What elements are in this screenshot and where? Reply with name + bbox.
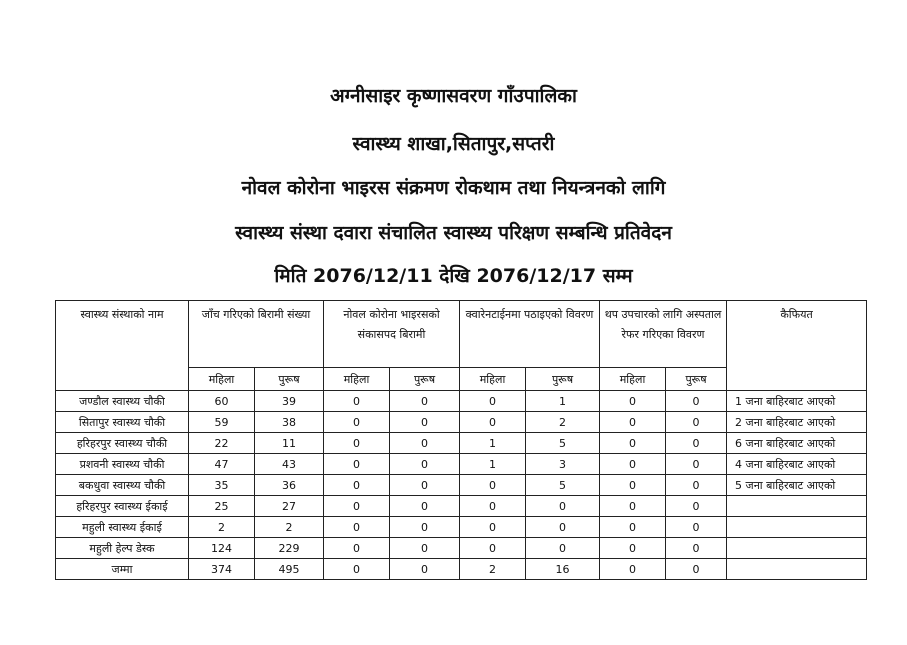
table-cell: 0: [526, 496, 600, 517]
remark-cell: 5 जना बाहिरबाट आएको: [727, 475, 867, 496]
table-row: [56, 475, 867, 496]
remarks-header: कैफियत: [727, 301, 867, 391]
suspected-corona-header: नोवल कोरोना भाइरसको संकासपद बिरामी: [324, 301, 460, 368]
section-title: स्वास्थ्य शाखा,सितापुर,सप्तरी: [352, 133, 555, 155]
table-cell: 0: [390, 454, 460, 475]
table-cell: 43: [255, 454, 324, 475]
table-row: [56, 517, 867, 538]
table-row: [56, 433, 867, 454]
table-cell: 5: [526, 475, 600, 496]
remark-cell: [727, 538, 867, 559]
table-cell: 0: [390, 538, 460, 559]
table-cell: 0: [600, 412, 666, 433]
institution-name: महुली स्वास्थ्य ईकाई: [56, 517, 189, 538]
female-header: महिला: [324, 368, 390, 391]
table-cell: 0: [460, 412, 526, 433]
table-cell: 0: [390, 391, 460, 412]
table-cell: 35: [189, 475, 255, 496]
table-cell: 0: [666, 559, 727, 580]
remark-cell: 2 जना बाहिरबाट आएको: [727, 412, 867, 433]
table-cell: 0: [324, 559, 390, 580]
table-cell: 0: [324, 496, 390, 517]
institution-name-header: स्वास्थ्य संस्थाको नाम: [56, 301, 189, 391]
subject-title: नोवल कोरोना भाइरस संक्रमण रोकथाम तथा नियन्त्रनको लागि: [241, 177, 666, 199]
table-cell: 0: [390, 433, 460, 454]
table-cell: 0: [666, 391, 727, 412]
table-cell: 0: [666, 412, 727, 433]
table-row: [56, 391, 867, 412]
table-cell: 2: [460, 559, 526, 580]
remark-cell: [727, 517, 867, 538]
table-cell: 0: [460, 391, 526, 412]
table-cell: 229: [255, 538, 324, 559]
table-cell: 39: [255, 391, 324, 412]
table-cell: 47: [189, 454, 255, 475]
table-cell: 2: [189, 517, 255, 538]
table-cell: 0: [324, 391, 390, 412]
table-cell: 0: [390, 517, 460, 538]
quarantine-header: क्वारेनटाईनमा पठाइएको विवरण: [460, 301, 600, 368]
institution-name: हरिहरपुर स्वास्थ्य ईकाई: [56, 496, 189, 517]
municipality-title: अग्नीसाइर कृष्णासवरण गाँउपालिका: [330, 85, 577, 107]
table-cell: 2: [255, 517, 324, 538]
table-cell: 0: [666, 496, 727, 517]
table-cell: 1: [460, 433, 526, 454]
table-cell: 1: [460, 454, 526, 475]
table-cell: 59: [189, 412, 255, 433]
table-cell: 0: [600, 517, 666, 538]
table-cell: 0: [324, 412, 390, 433]
table-row: [56, 496, 867, 517]
remark-cell: [727, 559, 867, 580]
institution-name: जण्डौल स्वास्थ्य चौकी: [56, 391, 189, 412]
hospital-referral-header: थप उपचारको लागि अस्पताल रेफर गरिएका विवरण: [600, 301, 727, 368]
table-cell: 0: [324, 475, 390, 496]
remark-cell: [727, 496, 867, 517]
table-cell: 0: [600, 391, 666, 412]
table-cell: 0: [600, 433, 666, 454]
table-cell: 0: [666, 538, 727, 559]
table-cell: 0: [460, 538, 526, 559]
institution-name: सितापुर स्वास्थ्य चौकी: [56, 412, 189, 433]
female-header: महिला: [189, 368, 255, 391]
remark-cell: 6 जना बाहिरबाट आएको: [727, 433, 867, 454]
remark-cell: 4 जना बाहिरबाट आएको: [727, 454, 867, 475]
remark-cell: 1 जना बाहिरबाट आएको: [727, 391, 867, 412]
institution-name: बकधुवा स्वास्थ्य चौकी: [56, 475, 189, 496]
report-title: स्वास्थ्य संस्था दवारा संचालित स्वास्थ्य परिक्षण सम्बन्धि प्रतिवेदन: [235, 222, 672, 244]
table-cell: 0: [460, 475, 526, 496]
table-cell: 0: [460, 496, 526, 517]
table-row: [56, 412, 867, 433]
examined-patients-header: जाँच गरिएको बिरामी संख्या: [189, 301, 324, 368]
date-range-title: मिति 2076/12/11 देखि 2076/12/17 सम्म: [274, 265, 633, 287]
table-cell: 0: [666, 454, 727, 475]
table-cell: 0: [600, 538, 666, 559]
table-cell: 3: [526, 454, 600, 475]
table-cell: 0: [324, 454, 390, 475]
table-cell: 5: [526, 433, 600, 454]
table-cell: 0: [324, 517, 390, 538]
table-cell: 0: [600, 559, 666, 580]
table-cell: 0: [600, 454, 666, 475]
table-cell: 0: [600, 496, 666, 517]
female-header: महिला: [460, 368, 526, 391]
health-screening-table: [55, 300, 867, 580]
table-cell: 16: [526, 559, 600, 580]
table-cell: 0: [324, 433, 390, 454]
table-cell: 25: [189, 496, 255, 517]
total-label: जम्मा: [56, 559, 189, 580]
female-header: महिला: [600, 368, 666, 391]
table-cell: 0: [390, 496, 460, 517]
male-header: पुरूष: [390, 368, 460, 391]
table-cell: 0: [526, 538, 600, 559]
table-cell: 0: [526, 517, 600, 538]
table-cell: 0: [666, 433, 727, 454]
table-cell: 27: [255, 496, 324, 517]
table-cell: 38: [255, 412, 324, 433]
table-cell: 11: [255, 433, 324, 454]
table-cell: 374: [189, 559, 255, 580]
table-cell: 124: [189, 538, 255, 559]
table-row: [56, 538, 867, 559]
table-cell: 0: [460, 517, 526, 538]
table-cell: 36: [255, 475, 324, 496]
table-header-row: [56, 301, 867, 368]
institution-name: हरिहरपुर स्वास्थ्य चौकी: [56, 433, 189, 454]
table-cell: 2: [526, 412, 600, 433]
table-cell: 1: [526, 391, 600, 412]
table-cell: 60: [189, 391, 255, 412]
table-cell: 0: [390, 412, 460, 433]
male-header: पुरूष: [526, 368, 600, 391]
institution-name: प्रशवनी स्वास्थ्य चौकी: [56, 454, 189, 475]
total-row: [56, 559, 867, 580]
institution-name: महुली हेल्प डेस्क: [56, 538, 189, 559]
table-cell: 0: [666, 475, 727, 496]
table-cell: 0: [390, 475, 460, 496]
table-cell: 0: [600, 475, 666, 496]
table-cell: 22: [189, 433, 255, 454]
table-cell: 0: [666, 517, 727, 538]
table-cell: 495: [255, 559, 324, 580]
male-header: पुरूष: [666, 368, 727, 391]
table-cell: 0: [390, 559, 460, 580]
table-row: [56, 454, 867, 475]
male-header: पुरूष: [255, 368, 324, 391]
table-cell: 0: [324, 538, 390, 559]
